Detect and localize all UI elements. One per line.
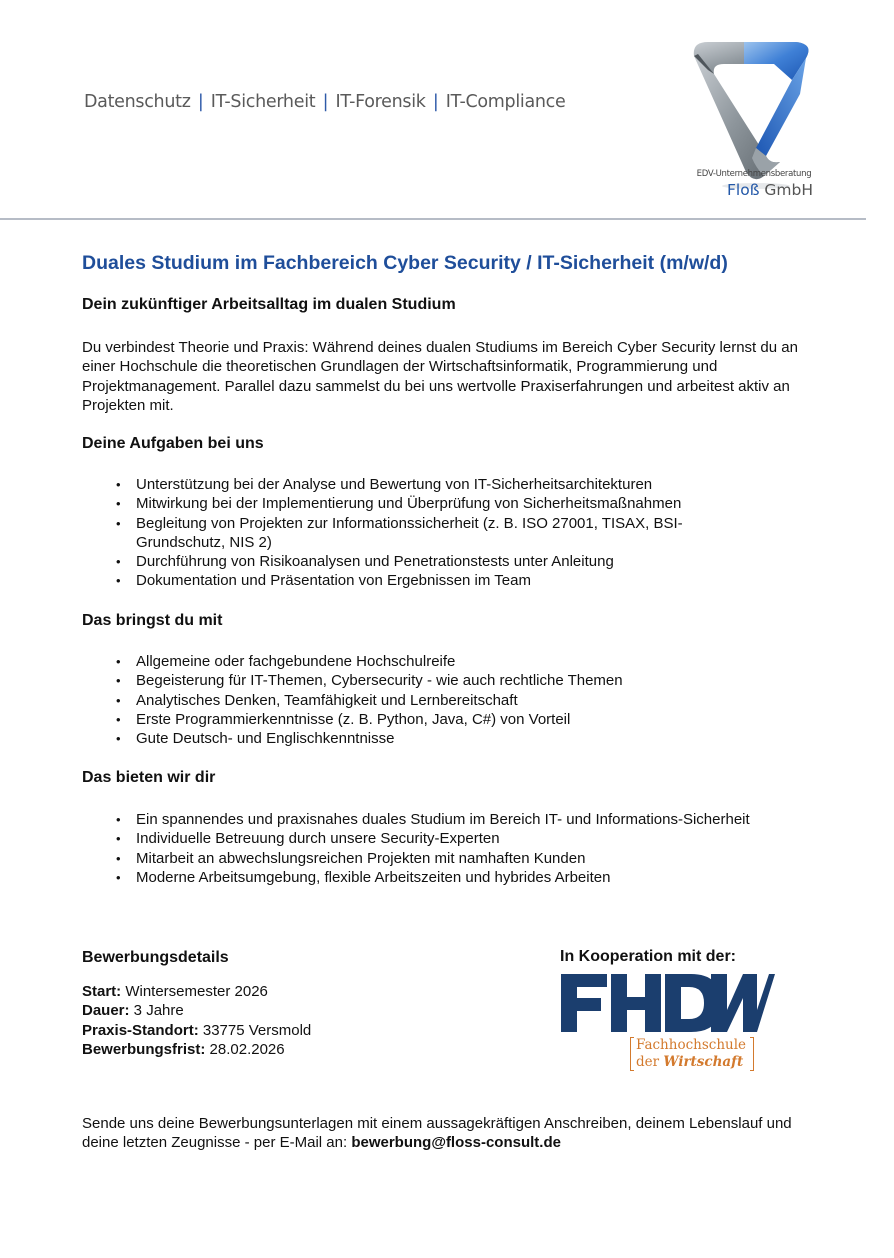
- section-heading-details: Bewerbungsdetails: [82, 949, 229, 966]
- fhdw-subtitle: Fachhochschule der Wirtschaft: [636, 1037, 746, 1071]
- bracket-left-icon: [630, 1037, 634, 1071]
- tagline-separator: |: [432, 92, 439, 112]
- list-item: • Erste Programmierkenntnisse (z. B. Python, Java, C#) von Vorteil: [116, 710, 571, 728]
- footer-application-note: Sende uns deine Bewerbungsunterlagen mit einem aussagekräftigen Anschreiben, deinem Lebenslauf und deine letzten Zeugnisse - per E-Mail an: bewerbung@floss-consult.de: [82, 1115, 792, 1152]
- section-heading-requirements: Das bringst du mit: [82, 612, 223, 629]
- list-item: • Ein spannendes und praxisnahes duales Studium im Bereich IT- und Informations-Sicherheit: [116, 811, 750, 828]
- page-title: Duales Studium im Fachbereich Cyber Security / IT-Sicherheit (m/w/d): [82, 252, 728, 274]
- bullet-icon: •: [116, 673, 121, 689]
- bullet-icon: •: [116, 812, 121, 827]
- bullet-icon: •: [116, 554, 121, 570]
- bullet-icon: •: [116, 496, 121, 512]
- bullet-icon: •: [116, 869, 121, 885]
- tagline-item-it-compliance: IT-Compliance: [445, 92, 566, 112]
- list-item: • Mitwirkung bei der Implementierung und Überprüfung von Sicherheitsmaßnahmen: [116, 495, 682, 513]
- list-item: • Dokumentation und Präsentation von Ergebnissen im Team: [116, 572, 531, 590]
- cooperation-heading: In Kooperation mit der:: [560, 948, 736, 965]
- bullet-icon: •: [116, 654, 121, 669]
- requirements-list: [82, 652, 842, 748]
- list-item: • Durchführung von Risikoanalysen und Penetrationstests unter Anleitung: [116, 553, 614, 571]
- tagline-item-datenschutz: Datenschutz: [84, 92, 191, 112]
- header-tagline: [84, 92, 565, 112]
- list-item: • Unterstützung bei der Analyse und Bewertung von IT-Sicherheitsarchitekturen: [116, 476, 653, 493]
- bullet-icon: •: [116, 731, 121, 747]
- bullet-icon: •: [116, 515, 121, 531]
- tasks-list: [82, 475, 842, 591]
- list-item: • Analytisches Denken, Teamfähigkeit und Lernbereitschaft: [116, 691, 518, 709]
- tagline-item-it-forensik: IT-Forensik: [335, 92, 426, 112]
- bullet-icon: •: [116, 573, 121, 589]
- logo-name-gmbh: GmbH: [759, 181, 813, 199]
- list-item: • Individuelle Betreuung durch unsere Security-Experten: [116, 830, 500, 848]
- bullet-icon: •: [116, 831, 121, 847]
- list-item: • Mitarbeit an abwechslungsreichen Projekten mit namhaften Kunden: [116, 849, 586, 867]
- application-details: [82, 982, 311, 1059]
- bullet-icon: •: [116, 850, 121, 866]
- list-item: • Moderne Arbeitsumgebung, flexible Arbeitszeiten und hybrides Arbeiten: [116, 868, 611, 886]
- tagline-separator: |: [322, 92, 329, 112]
- detail-row-deadline: Bewerbungsfrist: 28.02.2026: [82, 1040, 285, 1058]
- tagline-separator: |: [197, 92, 204, 112]
- header-divider: [0, 218, 866, 220]
- list-item: • Allgemeine oder fachgebundene Hochschulreife: [116, 653, 456, 670]
- bullet-icon: •: [116, 477, 121, 492]
- application-email-link[interactable]: bewerbung@floss-consult.de: [351, 1134, 561, 1152]
- offer-list: [82, 810, 842, 887]
- logo-name-floss: Floß: [727, 181, 760, 199]
- tagline-item-it-sicherheit: IT-Sicherheit: [210, 92, 316, 112]
- section-heading-intro: Dein zukünftiger Arbeitsalltag im dualen Studium: [82, 296, 456, 313]
- intro-paragraph: Du verbindest Theorie und Praxis: Während deines dualen Studiums im Bereich Cyber Security lernst du an einer Hochschule die theoretischen Grundlagen der Wirtschaftsinformatik, Programmierung und Projektmanagement. Parallel dazu sammelst du bei uns wertvolle Praxiserfahrungen und arbeitest aktiv an Projekten mit.: [82, 339, 798, 414]
- logo-subtitle: EDV-Unternehmensberatung: [696, 169, 812, 179]
- detail-row-start: Start: Wintersemester 2026: [82, 983, 268, 1000]
- bullet-icon: •: [116, 692, 121, 708]
- list-item: • Gute Deutsch- und Englischkenntnisse: [116, 730, 395, 748]
- detail-row-location: Praxis-Standort: 33775 Versmold: [82, 1021, 312, 1039]
- section-heading-offer: Das bieten wir dir: [82, 769, 216, 786]
- list-item: • Begeisterung für IT-Themen, Cybersecurity - wie auch rechtliche Themen: [116, 672, 623, 690]
- detail-row-duration: Dauer: 3 Jahre: [82, 1002, 184, 1020]
- section-heading-tasks: Deine Aufgaben bei uns: [82, 435, 264, 452]
- bullet-icon: •: [116, 711, 121, 727]
- fhdw-logo-icon: [561, 974, 775, 1036]
- list-item: • Begleitung von Projekten zur Informationssicherheit (z. B. ISO 27001, TISAX, BSI-Grundschutz, NIS 2): [116, 514, 683, 551]
- bracket-right-icon: [750, 1037, 754, 1071]
- logo-company-name: [727, 181, 813, 199]
